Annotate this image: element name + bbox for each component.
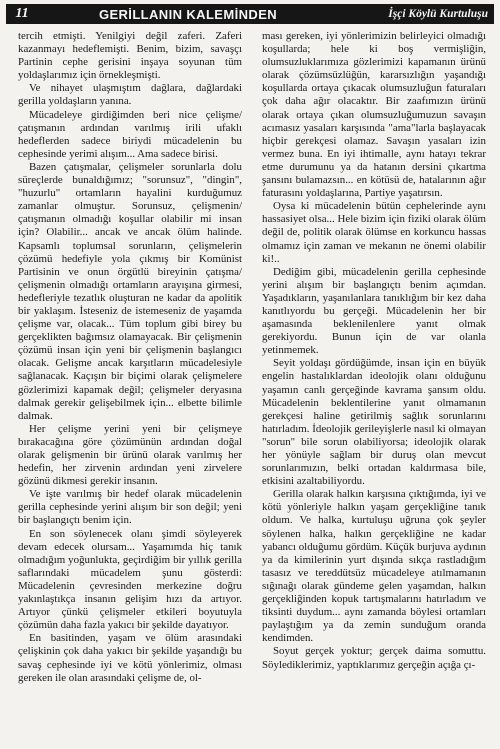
page-header [6,4,494,24]
paragraph: Dediğim gibi, mücadelenin gerilla cephesinde yerini alışım bir başlangıçtı benim açımdan. Yaşadıkların, yaşanılanlara tanıklığım bir kez daha kanıtlıyordu bu gerçeği. Mücadelenin her bir aşamasında beklenilenlere yanıt olmak gerekiyordu. Bunun için de var olanla yetinmemek. [262,265,486,357]
paragraph: Bazen çatışmalar, çelişmeler sorunlarla dolu süreçlerde bunaldığımız; "sorunsuz", "dingin", "huzurlu" ortamların hayalini kurduğumuz zamanlar olmuştur. Sorunsuz, çelişmenin/çatışmanın olmadığı koşullar olabilir mi insan için? Olabilir... ancak ve ancak ölüm halinde. Kapsamlı toplumsal sorunların, çelişmelerin çözümü hedefiyle yola çıkmış bir Komünist Partisinin ve onun örgütlü bireyinin çatışma/çelişmenin olmadığı ortamların arayışına girmesi, hedefleriyle tezatlık oluşturan ne kadar da apolitik bir yaklaşım. İsteseniz de istemeseniz de yaşamda çelişme var, olacak... Tüm toplum gibi birey bu gerçeklikten bağımsız olamayacak. Bir çelişmenin çözümü insan için yeni bir çelişmenin başlangıcı olacak. Gelişme ancak karşıtların mücadelesiyle sağlanacak. Kaçışın bir biçimi olarak çelişmelere gözlerimizi kapamak değil; çelişmeler deryasına dalmak gerekir gelişebilmek için... elbette bilimle dalmak. [18,160,242,422]
paragraph: En basitinden, yaşam ve ölüm arasındaki çelişkinin çok daha yakıcı bir şekilde yaşandığı bu savaş cephesinde iyi ve kötü yönlerimiz, olması gereken ile olan arasındaki çelişme de, ol- [18,632,242,684]
paragraph: Ve nihayet ulaşmıştım dağlara, dağlardaki gerilla yoldaşların yanına. [18,82,242,108]
paragraph: Seyit yoldaşı gördüğümde, insan için en büyük engelin hastalıklardan ideolojik olanı olduğunu yaşamın canlı gerçeğinde kavrama şansım oldu. Mücadelenin beklentilerine yanıt olmamanın gerekçesi haline getirilmiş sağlık sorunlarını hatırladım. İdeolojik gerileyişlerle nasıl ki olmayan "sorun" bile sorun olabiliyorsa; ideolojik olarak her yönüyle sağlam bir duruş olan mevcut sorunlarımızın, belki ortadan kaldırmasa bile, etkisini azaltabiliyordu. [262,357,486,488]
paragraph: En son söylenecek olanı şimdi söyleyerek devam edecek olursam... Yaşamımda hiç tanık olmadığım yoğunlukta, geçirdiğim bir yıllık gerilla saflarındaki mücadelem şunu gösterdi: Mücadelenin çevresinden merkezine doğru yakınlaştıkça insanın gelişim hızı da artıyor. Artıyor çünkü çelişmeler etkileri boyutuyla çözümün daha fazla yakıcı bir şekilde dayatıyor. [18,527,242,632]
paragraph: Ve işte varılmış bir hedef olarak mücadelenin gerilla cephesinde yerini alışım bir son değil; yeni bir başlangıçtı benim için. [18,488,242,527]
section-title: GERİLLANIN KALEMİNDEN [98,6,278,22]
paragraph: tercih etmişti. Yenilgiyi değil zaferi. Zaferi kazanmayı hedeflemişti. Benim, bizim, savaşçı Partinin cephe gerisini inşaya soyunan tüm yoldaşlarımız için örnekleşmişti. [18,30,242,82]
paragraph: Mücadeleye girdiğimden beri nice çelişme/çatışmanın ardından varılmış irili ufaklı hedeflerden sadece biriydi mücadelenin bu cephesinde yerimi alışım... Ama sadece birisi. [18,108,242,160]
paragraph: Gerilla olarak halkın karşısına çıktığımda, iyi ve kötü yönleriyle halkın yaşam gerçekliğine tanık oldum. Ve halka, kurtuluşu uğruna çok şeyler söylenen halka, halkın gerçekliğine ne kadar yabancı olduğumu gördüm. Küçük burjuva aydının ya da kimilerinin yurt dışında sıkça rastladığım tasasız ve tereddütsüz mücadeleye atılmamanın sığınağı olarak gündeme gelen yaşamdan, halkın gerçekliğinden kopuk tartışmalarını hatırladım ve tiksinti duydum... aynı zamanda böylesi ortamları paylaştığım ya da zemin sunduğum oranda kendimden. [262,488,486,645]
left-column [18,30,242,743]
publication-name: İşçi Köylü Kurtuluşu [388,8,488,20]
page-number: 11 [15,6,29,21]
paragraph: Soyut gerçek yoktur; gerçek daima somuttu. Söylediklerimiz, yaptıklarımız gerçeğin açığa çı- [262,645,486,671]
right-column [262,30,486,743]
article-body [18,30,486,743]
paragraph: Her çelişme yerini yeni bir çelişmeye bırakacağına göre çözümünün ardından doğal olarak gelişmenin bir ürünü olarak varılmış her hedefin, her zirvenin ardından yeni zirvelere gözünü dikmesi gerekir insanın. [18,422,242,488]
paragraph: Oysa ki mücadelenin bütün cephelerinde aynı hassasiyet olsa... Hele bizim için fiziki olarak ölüm değil de, politik olarak ölümse en korkuncu hassas olmamız için zaman ve mekanın ne önemi olabilir ki!.. [262,200,486,265]
paragraph: ması gereken, iyi yönlerimizin belirleyici olmadığı koşullarda; hele ki boş vermişliğin, olumsuzluklarımıza gözlerimizi kapamanın ürünü olarak çözümsüzlüğün, kararsızlığın yaşandığı koşullarda ortaya çıkacak olumsuzluğun faturaları çok daha ağır olacaktır. Bir zaafımızın ürünü olarak ortaya çıkan olumsuzluğumuzun savaşın acımasız yasaları karşısında "ama"larla başlayacak hiçbir gerekçesi olamaz. Savaşın yasaları izin vermez buna. En iyi ihtimalle, aynı hatayı tekrar etme durumunu ya da hatanın dersini çıkartma şansını bulamazsın... en kötüsü de, hatalarının ağır faturasını yoldaşlarına, Partiye yaşatırsın. [262,30,486,200]
